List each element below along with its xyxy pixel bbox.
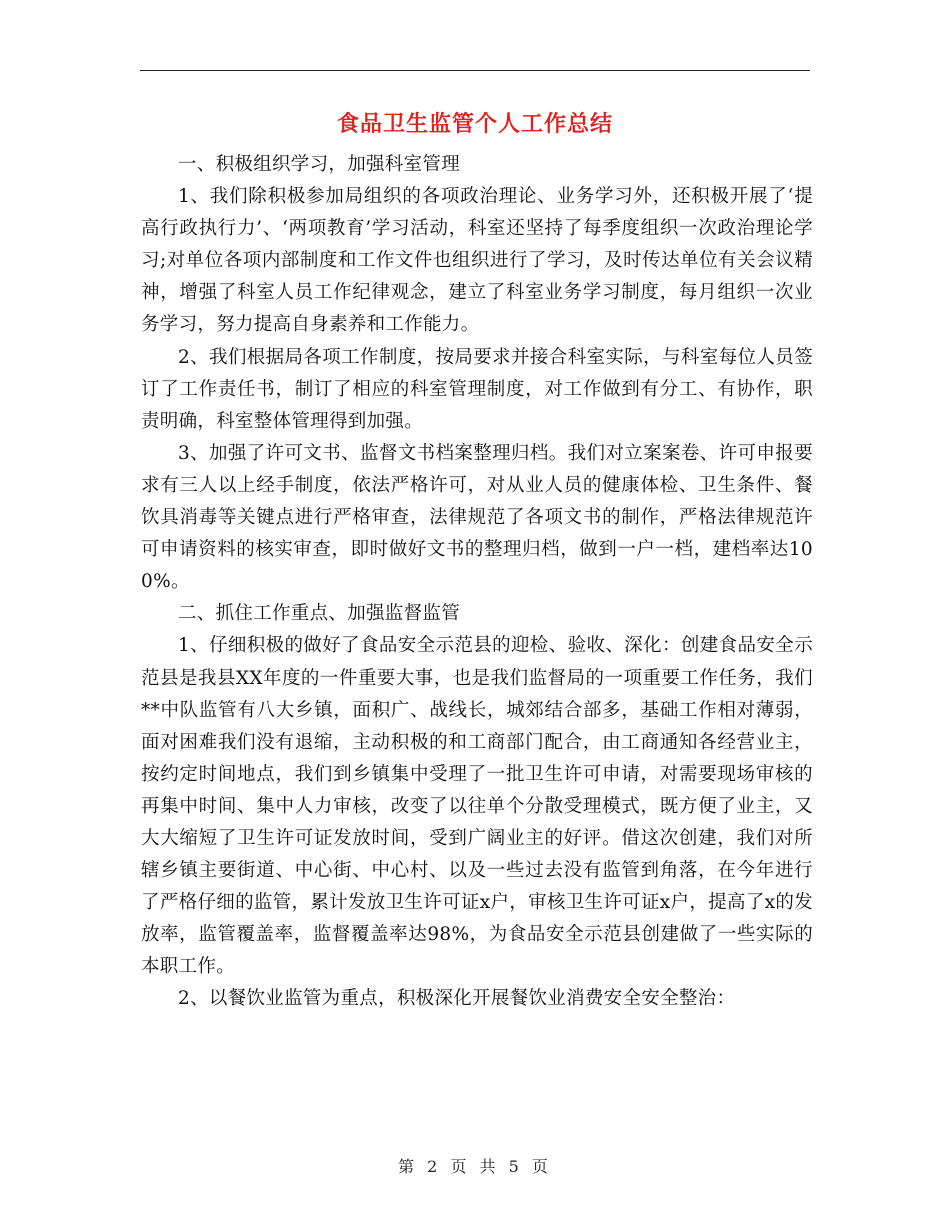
- section-heading-1: 一、积极组织学习，加强科室管理: [178, 154, 461, 175]
- header-rule: [140, 70, 810, 71]
- section-heading-2: 二、抓住工作重点、加强监督监管: [178, 603, 461, 625]
- paragraph-1-2: 2、我们根据局各项工作制度，按局要求并接合科室实际，与科室每位人员签订了工作责任书，制订了相应的科室管理制度，对工作做到有分工、有协作，职责明确，科室整体管理得到加强。: [141, 346, 813, 432]
- page-number-footer: 第 2 页 共 5 页: [398, 1157, 552, 1176]
- paragraph-1-1: 1、我们除积极参加局组织的各项政治理论、业务学习外，还积极开展了‘提高行政执行力’、‘两项教育’学习活动，科室还坚持了每季度组织一次政治理论学习;对单位各项内部制度和工作文件也组织进行了学习，及时传达单位有关会议精神，增强了科室人员工作纪律观念，建立了科室业务学习制度，每月组织一次业务学习，努力提高自身素养和工作能力。: [141, 186, 813, 336]
- paragraph-2-1: 1、仔细积极的做好了食品安全示范县的迎检、验收、深化：创建食品安全示范县是我县XX年度的一件重要大事，也是我们监督局的一项重要工作任务，我们**中队监管有八大乡镇，面积广、战线长，城郊结合部多，基础工作相对薄弱，面对困难我们没有退缩，主动积极的和工商部门配合，由工商通知各经营业主，按约定时间地点，我们到乡镇集中受理了一批卫生许可申请，对需要现场审核的再集中时间、集中人力审核，改变了以往单个分散受理模式，既方便了业主，又大大缩短了卫生许可证发放时间，受到广阔业主的好评。借这次创建，我们对所辖乡镇主要街道、中心街、中心村、以及一些过去没有监管到角落，在今年进行了严格仔细的监管，累计发放卫生许可证x户，审核卫生许可证x户，提高了x的发放率，监管覆盖率，监督覆盖率达98%，为食品安全示范县创建做了一些实际的本职工作。: [141, 635, 813, 978]
- paragraph-1-3: 3、加强了许可文书、监督文书档案整理归档。我们对立案案卷、许可申报要求有三人以上经手制度，依法严格许可，对从业人员的健康体检、卫生条件、餐饮具消毒等关键点进行严格审查，法律规范了各项文书的制作，严格法律规范许可申请资料的核实审查，即时做好文书的整理归档，做到一户一档，建档率达100%。: [141, 442, 813, 593]
- paragraph-2-2: 2、以餐饮业监管为重点，积极深化开展餐饮业消费安全安全整治：: [178, 988, 736, 1010]
- document-title: 食品卫生监管个人工作总结: [336, 111, 613, 137]
- document-body: [141, 149, 813, 1016]
